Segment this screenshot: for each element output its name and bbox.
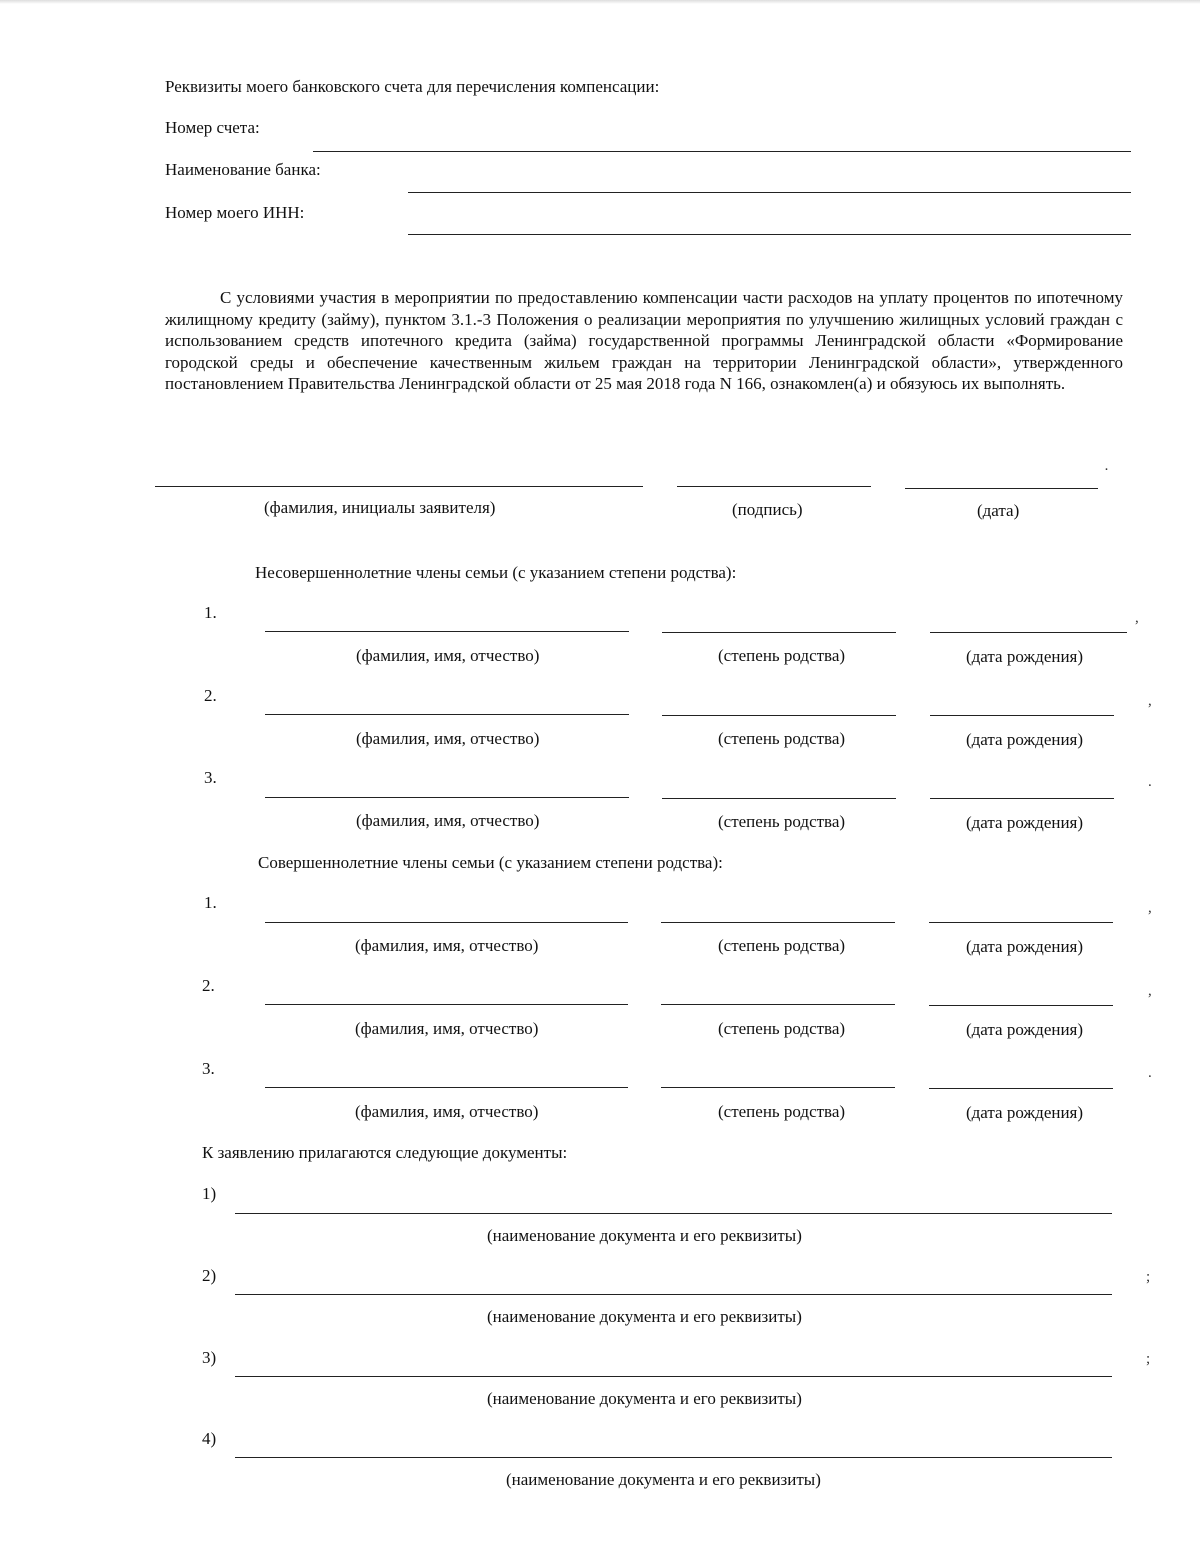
scan-dot: · — [1104, 462, 1109, 478]
name-caption: (фамилия, имя, отчество) — [355, 1102, 539, 1121]
row-end-mark: , — [1148, 900, 1152, 916]
name-caption: (фамилия, имя, отчество) — [355, 936, 539, 955]
row-end-mark: . — [1148, 774, 1152, 790]
name-caption: (фамилия, имя, отчество) — [356, 811, 540, 830]
minor-relation-field[interactable] — [662, 715, 896, 716]
row-number: 3. — [202, 1059, 215, 1078]
minor-name-field[interactable] — [265, 797, 629, 798]
document-caption: (наименование документа и его реквизиты) — [487, 1226, 802, 1245]
adult-name-field[interactable] — [265, 1087, 628, 1088]
minor-birthdate-field[interactable] — [930, 798, 1114, 799]
adult-relation-field[interactable] — [661, 1004, 895, 1005]
relation-caption: (степень родства) — [718, 936, 846, 955]
minor-name-field[interactable] — [265, 714, 629, 715]
scan-edge — [0, 0, 1200, 4]
applicant-date-caption: (дата) — [977, 501, 1020, 520]
item-end-mark: ; — [1146, 1269, 1151, 1285]
birthdate-caption: (дата рождения) — [966, 1103, 1084, 1122]
item-number: 3) — [202, 1348, 217, 1367]
birthdate-caption: (дата рождения) — [966, 937, 1084, 956]
applicant-signature-field[interactable] — [677, 486, 871, 487]
adults-heading: Совершеннолетние члены семьи (с указанием степени родства): — [258, 853, 723, 872]
bank-name-label: Наименование банка: — [165, 160, 321, 179]
adult-birthdate-field[interactable] — [929, 922, 1113, 923]
birthdate-caption: (дата рождения) — [966, 730, 1084, 749]
relation-caption: (степень родства) — [718, 729, 846, 748]
name-caption: (фамилия, имя, отчество) — [356, 646, 540, 665]
name-caption: (фамилия, имя, отчество) — [356, 729, 540, 748]
name-caption: (фамилия, имя, отчество) — [355, 1019, 539, 1038]
applicant-name-caption: (фамилия, инициалы заявителя) — [264, 498, 496, 517]
document-field[interactable] — [235, 1294, 1112, 1295]
minor-birthdate-field[interactable] — [930, 715, 1114, 716]
row-number: 1. — [204, 603, 217, 622]
adult-relation-field[interactable] — [661, 1087, 895, 1088]
applicant-date-field[interactable] — [905, 488, 1098, 489]
document-field[interactable] — [235, 1213, 1112, 1214]
documents-heading: К заявлению прилагаются следующие документы: — [202, 1143, 568, 1162]
bank-name-field[interactable] — [408, 192, 1131, 193]
minor-relation-field[interactable] — [662, 798, 896, 799]
minors-heading: Несовершеннолетние члены семьи (с указанием степени родства): — [255, 563, 737, 582]
relation-caption: (степень родства) — [718, 1102, 846, 1121]
row-number: 2. — [204, 686, 217, 705]
birthdate-caption: (дата рождения) — [966, 1020, 1084, 1039]
relation-caption: (степень родства) — [718, 646, 846, 665]
item-number: 4) — [202, 1429, 217, 1448]
item-end-mark: ; — [1146, 1351, 1151, 1367]
applicant-name-field[interactable] — [155, 486, 643, 487]
applicant-signature-caption: (подпись) — [732, 500, 803, 519]
document-caption: (наименование документа и его реквизиты) — [487, 1307, 802, 1326]
inn-field[interactable] — [408, 234, 1131, 235]
document-caption: (наименование документа и его реквизиты) — [487, 1389, 802, 1408]
inn-label: Номер моего ИНН: — [165, 203, 305, 222]
document-field[interactable] — [235, 1457, 1112, 1458]
item-number: 2) — [202, 1266, 217, 1285]
adult-birthdate-field[interactable] — [929, 1005, 1113, 1006]
row-end-mark: , — [1148, 693, 1152, 709]
adult-name-field[interactable] — [265, 1004, 628, 1005]
row-end-mark: . — [1148, 1065, 1152, 1081]
document-field[interactable] — [235, 1376, 1112, 1377]
account-number-label: Номер счета: — [165, 118, 260, 137]
relation-caption: (степень родства) — [718, 1019, 846, 1038]
consent-paragraph: С условиями участия в мероприятии по предоставлению компенсации части расходов на уплату процентов по ипотечному жилищному кредиту (займу), пунктом 3.1.-3 Положения о реализации мероприятия по улучшению жилищных условий граждан с использованием средств ипотечного кредита (займа) государственной программы Ленинградской области «Формирование городской среды и обеспечение качественным жильем граждан на территории Ленинградской области», утвержденного постановлением Правительства Ленинградской области от 25 мая 2018 года N 166, ознакомлен(а) и обязуюсь их выполнять. — [165, 288, 1123, 393]
row-end-mark: , — [1135, 610, 1139, 626]
row-number: 3. — [204, 768, 217, 787]
item-number: 1) — [202, 1184, 217, 1203]
bank-details-heading: Реквизиты моего банковского счета для перечисления компенсации: — [165, 77, 660, 96]
adult-name-field[interactable] — [265, 922, 628, 923]
birthdate-caption: (дата рождения) — [966, 647, 1084, 666]
minor-name-field[interactable] — [265, 631, 629, 632]
adult-birthdate-field[interactable] — [929, 1088, 1113, 1089]
account-number-field[interactable] — [313, 151, 1131, 152]
document-caption: (наименование документа и его реквизиты) — [506, 1470, 821, 1489]
row-end-mark: , — [1148, 983, 1152, 999]
relation-caption: (степень родства) — [718, 812, 846, 831]
adult-relation-field[interactable] — [661, 922, 895, 923]
minor-relation-field[interactable] — [662, 632, 896, 633]
row-number: 2. — [202, 976, 215, 995]
birthdate-caption: (дата рождения) — [966, 813, 1084, 832]
row-number: 1. — [204, 893, 217, 912]
minor-birthdate-field[interactable] — [930, 632, 1127, 633]
